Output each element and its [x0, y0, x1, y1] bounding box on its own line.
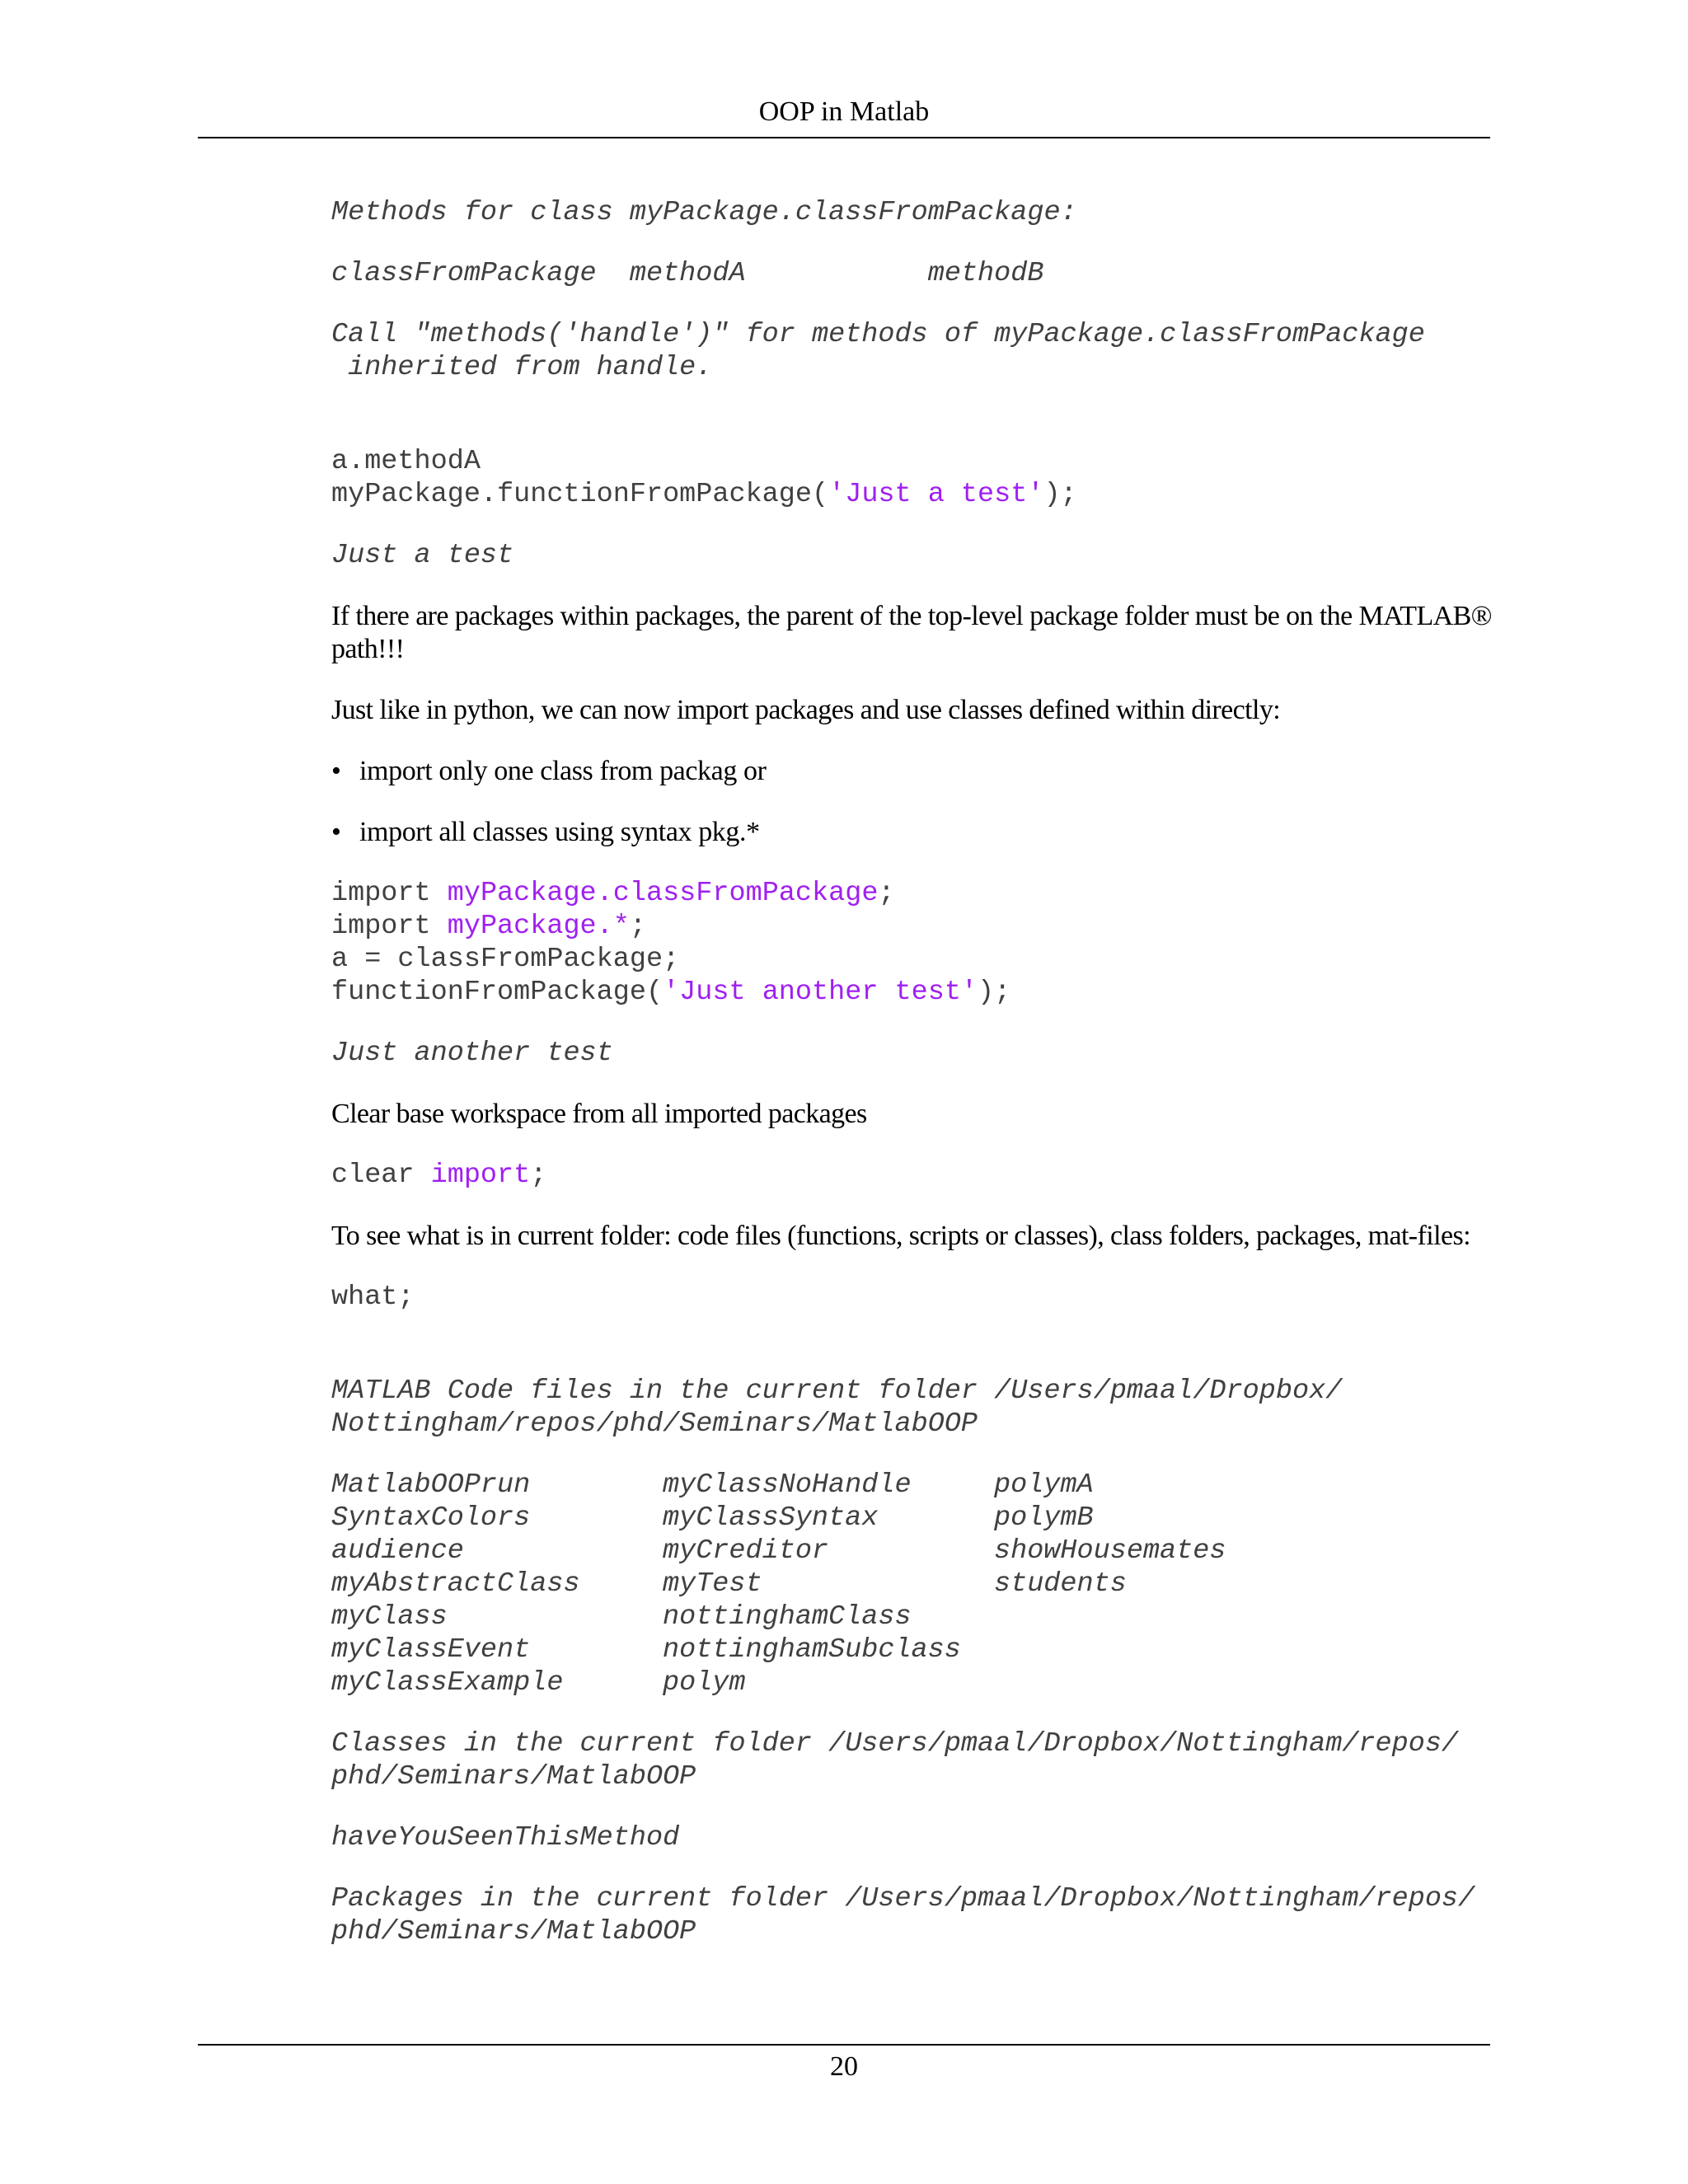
paragraph-what: To see what is in current folder: code files (functions, scripts or classes), class folders, packages, mat-files:: [331, 1221, 1470, 1251]
file-item: myClassNoHandle: [663, 1469, 912, 1501]
packages-header-line-2: phd/Seminars/MatlabOOP: [331, 1916, 696, 1947]
methods-title: Methods for class myPackage.classFromPackage:: [331, 197, 1077, 228]
paragraph-clear-import: Clear base workspace from all imported packages: [331, 1099, 867, 1129]
file-item: polymA: [994, 1469, 1094, 1501]
file-item: myClassExample: [331, 1667, 564, 1699]
bullet-item: [331, 816, 1493, 849]
output-1: Just a test: [331, 540, 514, 571]
code-block-2-line-3: a = classFromPackage;: [331, 944, 680, 975]
page-number: 20: [830, 2051, 858, 2082]
file-item: myCreditor: [663, 1535, 829, 1567]
file-item: MatlabOOPrun: [331, 1469, 531, 1501]
file-item: SyntaxColors: [331, 1502, 531, 1534]
code-text: ;: [629, 911, 646, 942]
call-methods-line-2: inherited from handle.: [331, 352, 713, 383]
code-text: clear: [331, 1160, 431, 1191]
code-text: ;: [530, 1160, 547, 1191]
file-item: nottinghamClass: [663, 1601, 912, 1633]
code-argument: myPackage.classFromPackage: [447, 878, 879, 909]
footer-rule: [198, 2044, 1490, 2046]
header-rule: [198, 137, 1490, 138]
file-item: [994, 1601, 1325, 1633]
code-block-1-line-2: [331, 478, 1493, 511]
method-item: methodA: [629, 258, 746, 289]
bullet-text: import all classes using syntax pkg.*: [359, 817, 760, 847]
packages-header-line-1: Packages in the current folder /Users/pmaal/Dropbox/Nottingham/repos/: [331, 1883, 1475, 1915]
method-item: classFromPackage: [331, 258, 597, 289]
file-item: myClassEvent: [331, 1634, 531, 1666]
page-content: [331, 196, 1493, 1948]
page-header-title: OOP in Matlab: [758, 96, 930, 127]
code-block-2-line-4: [331, 976, 1493, 1009]
bullet-item: [331, 755, 1493, 788]
paragraph-import-intro: Just like in python, we can now import packages and use classes defined within directly:: [331, 695, 1281, 725]
code-block-2-line-2: [331, 910, 1493, 943]
file-item: myClass: [331, 1601, 448, 1633]
file-item: [994, 1666, 1325, 1699]
code-block-4: what;: [331, 1282, 415, 1313]
bullet-icon: •: [331, 756, 341, 786]
code-text: );: [978, 977, 1011, 1008]
code-argument: import: [430, 1160, 531, 1191]
bullet-icon: •: [331, 817, 341, 847]
code-text: );: [1043, 479, 1077, 510]
bullet-text: import only one class from packag or: [359, 756, 767, 786]
code-string: 'Just another test': [663, 977, 978, 1008]
code-text: ;: [878, 878, 895, 909]
file-item: myTest: [663, 1568, 762, 1600]
file-item: students: [994, 1568, 1127, 1600]
code-files-grid: [331, 1469, 1493, 1699]
code-block-2-line-1: [331, 877, 1493, 910]
file-item: nottinghamSubclass: [663, 1634, 961, 1666]
file-item: polymB: [994, 1502, 1094, 1534]
code-text: functionFromPackage(: [331, 977, 663, 1008]
paragraph-packages-path: If there are packages within packages, the parent of the top-level package folder must be on the MATLAB® path!!!: [331, 601, 1492, 664]
file-item: polym: [663, 1667, 746, 1699]
code-block-1-line-1: a.methodA: [331, 446, 481, 477]
file-item: myAbstractClass: [331, 1568, 580, 1600]
code-block-3: [331, 1159, 1493, 1192]
classes-header-line-1: Classes in the current folder /Users/pmaal/Dropbox/Nottingham/repos/: [331, 1728, 1459, 1760]
call-methods-line-1: Call "methods('handle')" for methods of myPackage.classFromPackage: [331, 319, 1425, 350]
code-string: 'Just a test': [828, 479, 1044, 510]
code-files-header-line-1: MATLAB Code files in the current folder /Users/pmaal/Dropbox/: [331, 1376, 1343, 1407]
file-item: audience: [331, 1535, 464, 1567]
file-item: showHousemates: [994, 1535, 1226, 1567]
methods-list: [331, 257, 1493, 290]
code-argument: myPackage.*: [447, 911, 630, 942]
file-item: myClassSyntax: [663, 1502, 879, 1534]
output-2: Just another test: [331, 1038, 613, 1069]
classes-header-line-2: phd/Seminars/MatlabOOP: [331, 1761, 696, 1793]
method-item: methodB: [927, 258, 1044, 289]
code-text: myPackage.functionFromPackage(: [331, 479, 829, 510]
code-text: import: [331, 878, 448, 909]
code-files-header-line-2: Nottingham/repos/phd/Seminars/MatlabOOP: [331, 1408, 978, 1440]
code-text: import: [331, 911, 448, 942]
class-item: haveYouSeenThisMethod: [331, 1822, 680, 1854]
file-item: [994, 1633, 1325, 1666]
